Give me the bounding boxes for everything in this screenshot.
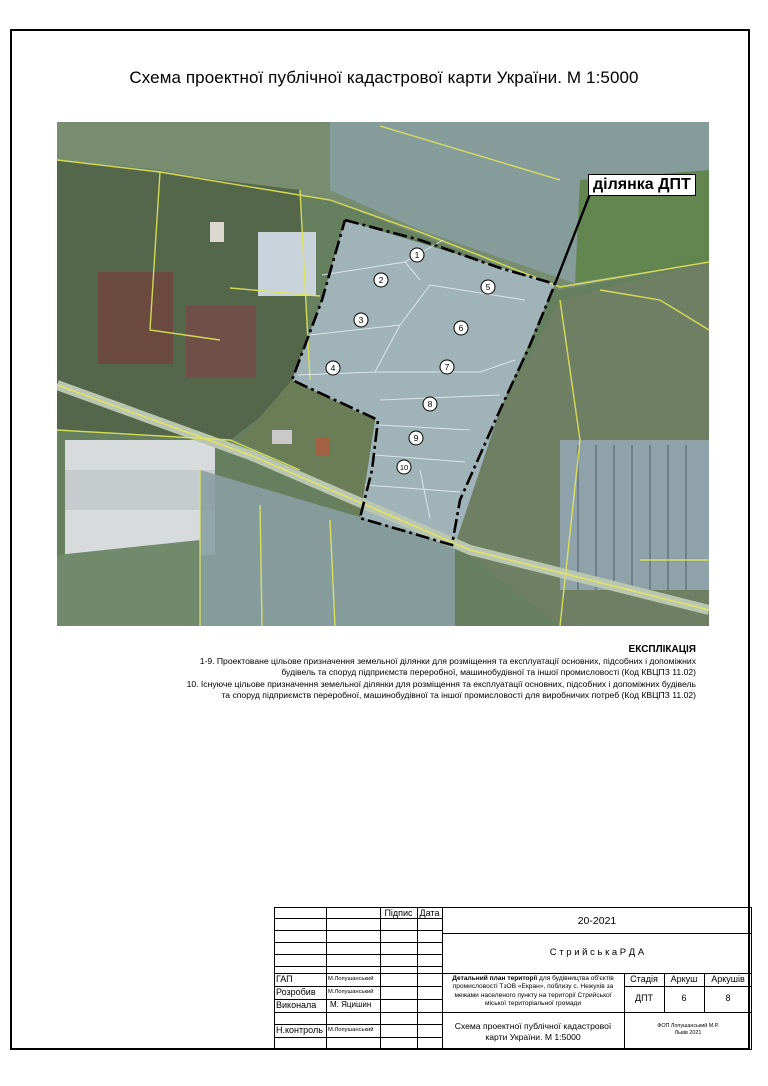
parcel-marker-5 xyxy=(481,280,495,294)
col-signature: Підпис xyxy=(384,908,413,918)
svg-text:10: 10 xyxy=(399,463,409,472)
satellite-map xyxy=(57,122,709,626)
sheet-value: 6 xyxy=(681,993,687,1003)
project-description xyxy=(444,975,622,1009)
map-canvas xyxy=(57,122,709,626)
svg-text:5: 5 xyxy=(485,282,491,292)
explication-line: будівель та споруд підприємств переробної, машинобудівної та іншої промисловості (Код КВЦПЗ 11.02) xyxy=(281,667,696,678)
author-name: ФОП Лопушанський М.Р. xyxy=(657,1023,719,1029)
parcel-marker-7 xyxy=(440,360,454,374)
explication xyxy=(150,643,696,702)
svg-text:7: 7 xyxy=(444,362,450,372)
title-block xyxy=(274,907,752,1050)
author-city-year: Львів 2021 xyxy=(674,1030,702,1036)
sheet-title: Схема проектної публічної кадастрової карти України. М 1:5000 xyxy=(129,68,639,87)
sheets-label: Аркушів xyxy=(711,974,745,984)
project-code: 20-2021 xyxy=(577,915,617,927)
svg-text:8: 8 xyxy=(427,399,433,409)
industrial-roof-2 xyxy=(186,306,256,378)
col-date: Дата xyxy=(419,908,440,918)
parcel-marker-2 xyxy=(374,273,388,287)
svg-text:9: 9 xyxy=(413,433,419,443)
name-gap: М.Лопушанський xyxy=(328,976,374,982)
svg-text:6: 6 xyxy=(458,323,464,333)
project-description-bold: Детальний план території xyxy=(452,975,538,982)
name-developed: М.Лопушанський xyxy=(328,989,374,995)
explication-heading: ЕКСПЛІКАЦІЯ xyxy=(628,644,696,655)
dpt-callout-label: ділянка ДПТ xyxy=(588,174,696,196)
parcel-marker-8 xyxy=(423,397,437,411)
explication-line: 1-9. Проектоване цільове призначення земельної ділянки для розміщення та експлуатації основних, підсобних і допоміжних xyxy=(199,656,696,666)
sheet-label: Аркуш xyxy=(670,974,698,984)
sheets-value: 8 xyxy=(725,993,731,1003)
drawing-title: Схема проектної публічної кадастрової карти України. М 1:5000 xyxy=(454,1021,612,1042)
explication-line: та споруд підприємств переробної, машинобудівної та іншої промисловості для виробничих потреб (Код КВЦПЗ 11.02) xyxy=(221,690,696,701)
svg-text:3: 3 xyxy=(358,315,364,325)
author-block xyxy=(624,1023,752,1037)
parcel-marker-4 xyxy=(326,361,340,375)
parcel-marker-1 xyxy=(410,248,424,262)
name-executed: М. Яцишин xyxy=(330,1000,372,1009)
svg-text:4: 4 xyxy=(330,363,336,373)
parcel-marker-10 xyxy=(397,460,411,474)
organization: С т р и й с ь к а Р Д А xyxy=(549,947,645,958)
stage-label: Стадія xyxy=(630,974,658,984)
parcel-marker-3 xyxy=(354,313,368,327)
svg-text:1: 1 xyxy=(414,250,420,260)
role-developed: Розробив xyxy=(276,987,316,997)
project-description-rest: для будівництва об'єктів промисловості ТзОВ «Екран», поблизу с. Нежухів за межами населеного пункту на території Стрийської міської територіальної громади xyxy=(452,975,614,1008)
svg-text:2: 2 xyxy=(378,275,384,285)
substation xyxy=(258,232,316,296)
name-norm-control: М.Лопушанський xyxy=(328,1027,374,1033)
stage-value: ДПТ xyxy=(634,993,654,1003)
explication-line: 10. Існуюче цільове призначення земельної ділянки для розміщення та експлуатації основних, підсобних і допоміжних будівель xyxy=(186,678,696,689)
role-norm-control: Н.контроль xyxy=(276,1025,323,1035)
role-gap: ГАП xyxy=(276,974,293,984)
parcel-marker-9 xyxy=(409,431,423,445)
industrial-roof-1 xyxy=(98,272,173,364)
parcel-marker-6 xyxy=(454,321,468,335)
role-executed: Виконала xyxy=(276,1000,317,1010)
